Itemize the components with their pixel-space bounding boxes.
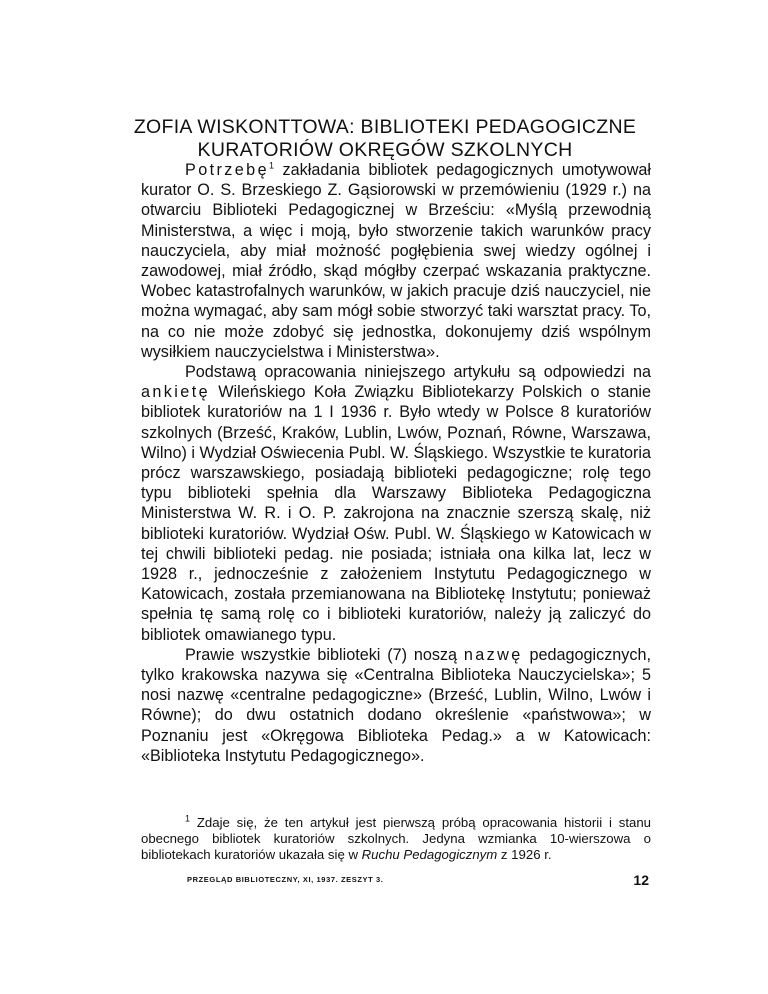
paragraph-2-text-a: Podstawą opracowania niniejszego artykułu są odpowiedzi na (185, 363, 651, 382)
paragraph-1-text: zakładania bibliotek pedagogicznych umotywował kurator O. S. Brzeskiego Z. Gąsiorowski w przemówieniu (1929 r.) na otwarciu Biblioteki Pedagogicznej w Brześciu: «Myślą przewodnią Ministerstwa, a więc i moją, było stworzenie takich warunków pracy nauczyciela, aby miał możność pogłębienia swej wiedzy ogólnej i zawodowej, miał źródło, skąd mógłby czerpać wskazania praktyczne. Wobec katastrofalnych warunków, w jakich pracuje dziś nauczyciel, nie można wymagać, aby sam mógł sobie stworzyć taki warsztat pracy. To, na co nie może zdobyć się jednostka, dokonujemy dziś wspólnym wysiłkiem nauczycielstwa i Ministerstwa». (141, 161, 651, 361)
footnote-reference: 1 (269, 160, 275, 171)
footnote-end: z 1926 r. (497, 846, 552, 862)
paragraph-3 (141, 645, 651, 766)
footnote-paragraph (141, 815, 651, 862)
spaced-lead-word: Potrzebę (185, 161, 269, 179)
article-body (141, 160, 651, 766)
paragraph-2-text-b: Wileńskiego Koła Związku Bibliotekarzy Polskich o stanie bibliotek kuratoriów na 1 I 1936 r. Było wtedy w Polsce 8 kuratoriów szkolnych (Brześć, Kraków, Lublin, Lwów, Poznań, Równe, Warszawa, Wilno) i Wydział Oświecenia Publ. W. Śląskiego. Wszystkie te kuratoria prócz warszawskiego, posiadają biblioteki pedagogiczne; rolę tego typu biblioteki spełnia dla Warszawy Biblioteka Pedagogiczna Ministerstwa W. R. i O. P. zakrojona na znacznie szerszą skalę, niż biblioteki kuratoriów. Wydział Ośw. Publ. W. Śląskiego w Katowicach w tej chwili biblioteki pedag. nie posiada; istniała ona kilka lat, lecz w 1928 r., jednocześnie z założeniem Instytutu Pedagogicznego w Katowicach, została przemianowana na Bibliotekę Instytutu; ponieważ spełnia tę samą rolę co i biblioteki kuratoriów, należy ją zaliczyć do bibliotek omawianego typu. (141, 383, 651, 644)
title-line-2: KURATORIÓW OKRĘGÓW SZKOLNYCH (197, 139, 573, 161)
article-title (80, 116, 690, 162)
spaced-word: nazwę (463, 645, 523, 664)
title-line-1: ZOFIA WISKONTTOWA: BIBLIOTEKI PEDAGOGICZNE (133, 116, 637, 138)
paragraph-3-text-b: pedagogicznych, tylko krakowska nazywa się «Centralna Biblioteka Nauczycielska»; 5 nosi nazwę «centralne pedagogiczne» (Brześć, Lublin, Wilno, Lwów i Równe); do dwu ostatnich dodano określenie «państwowa»; w Poznaniu jest «Okręgowa Biblioteka Pedag.» a w Katowicach: «Biblioteka Instytutu Pedagogicznego». (141, 645, 651, 765)
journal-reference: PRZEGLĄD BIBLIOTECZNY, XI, 1937. ZESZYT 3. (187, 875, 384, 884)
footnote-marker: 1 (185, 813, 191, 824)
footnote (141, 815, 651, 862)
paragraph-2 (141, 362, 651, 645)
paragraph-1 (141, 160, 651, 362)
page-number: 12 (633, 872, 649, 888)
paragraph-3-text-a: Prawie wszystkie biblioteki (7) noszą (185, 645, 464, 664)
footnote-text: Zdaje się, że ten artykuł jest pierwszą próbą opracowania historii i stanu obecnego bibliotek kuratoriów szkolnych. Jedyna wzmianka 10-wierszowa o bibliotekach kuratoriów ukazała się w (141, 815, 651, 862)
spaced-word: ankietę (141, 383, 210, 402)
page-footer (141, 872, 651, 890)
footnote-journal-title: Ruchu Pedagogicznym (361, 846, 498, 862)
